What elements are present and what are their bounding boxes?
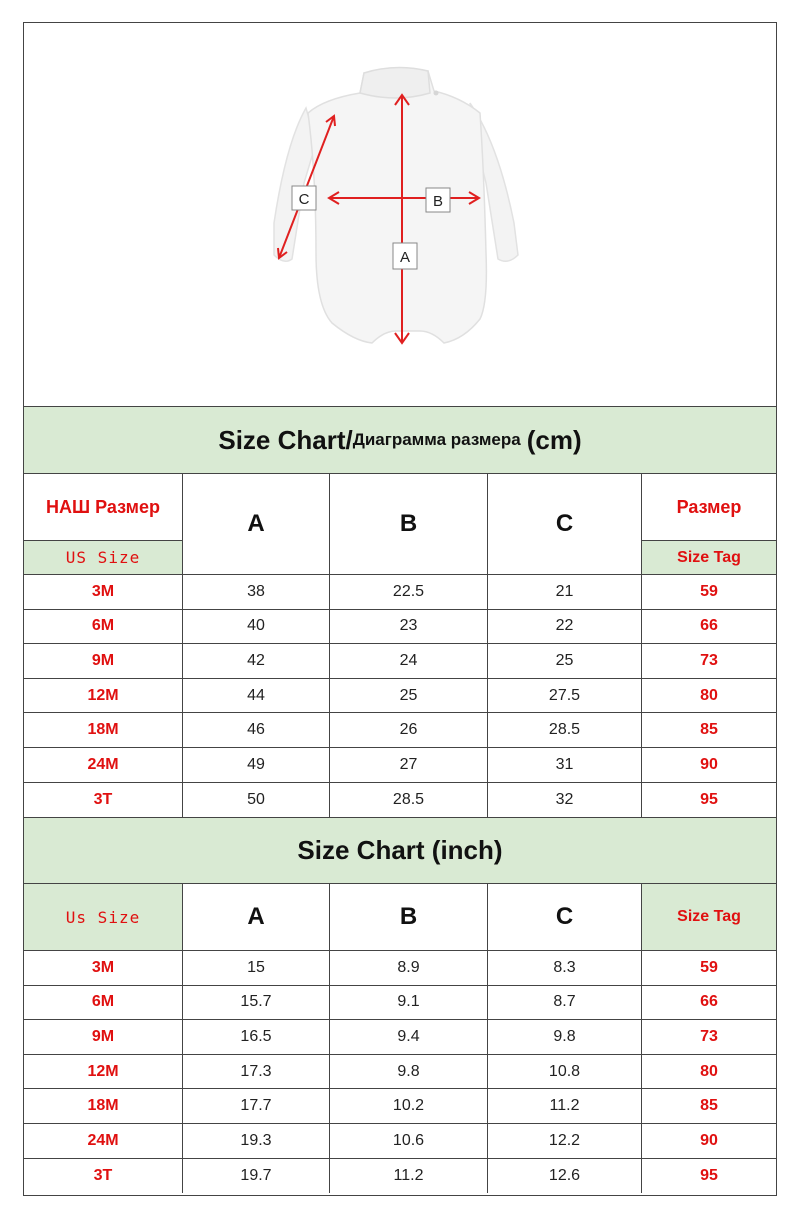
a-cell: 46	[183, 713, 330, 747]
b-cell: 9.1	[330, 986, 488, 1020]
cm-title-ru: Диаграмма размера	[352, 430, 521, 449]
b-cell: 10.6	[330, 1124, 488, 1158]
c-cell: 21	[488, 575, 642, 609]
c-cell: 8.7	[488, 986, 642, 1020]
table-row	[24, 748, 776, 783]
size-cell: 24M	[24, 1124, 183, 1158]
b-cell: 28.5	[330, 783, 488, 818]
c-cell: 28.5	[488, 713, 642, 747]
c-cell: 12.2	[488, 1124, 642, 1158]
a-cell: 38	[183, 575, 330, 609]
a-cell: 42	[183, 644, 330, 678]
size-cell: 24M	[24, 748, 183, 782]
size-cell: 6M	[24, 986, 183, 1020]
size-cell: 9M	[24, 1020, 183, 1054]
cm-header-razmer: Размер	[642, 474, 776, 541]
a-cell: 17.7	[183, 1089, 330, 1123]
a-cell: 16.5	[183, 1020, 330, 1054]
a-cell: 40	[183, 610, 330, 644]
size-tag-cell: 90	[700, 755, 718, 773]
size-tag-cell: 73	[700, 1027, 718, 1045]
a-cell: 49	[183, 748, 330, 782]
b-cell: 24	[330, 644, 488, 678]
b-cell: 9.8	[330, 1055, 488, 1089]
size-chart-frame	[23, 22, 777, 1196]
cm-chart-title	[24, 406, 776, 474]
size-tag-cell: 85	[700, 1097, 718, 1115]
cm-table-header	[24, 474, 776, 575]
table-row	[24, 951, 776, 986]
b-cell: 8.9	[330, 951, 488, 985]
b-cell: 11.2	[330, 1159, 488, 1194]
size-cell: 3T	[24, 1159, 183, 1194]
c-cell: 10.8	[488, 1055, 642, 1089]
table-row	[24, 713, 776, 748]
b-cell: 9.4	[330, 1020, 488, 1054]
table-row	[24, 679, 776, 714]
b-cell: 26	[330, 713, 488, 747]
garment-diagram	[24, 23, 776, 406]
c-cell: 8.3	[488, 951, 642, 985]
a-cell: 50	[183, 783, 330, 818]
snap-button	[434, 91, 439, 96]
size-cell: 6M	[24, 610, 183, 644]
b-cell: 27	[330, 748, 488, 782]
size-cell: 3M	[24, 575, 183, 609]
inch-header-c: C	[488, 884, 642, 951]
a-cell: 19.3	[183, 1124, 330, 1158]
c-cell: 31	[488, 748, 642, 782]
size-tag-cell: 80	[700, 686, 718, 704]
c-cell: 9.8	[488, 1020, 642, 1054]
turtleneck-collar	[360, 67, 430, 98]
cm-header-c: C	[488, 474, 642, 575]
c-cell: 25	[488, 644, 642, 678]
c-cell: 32	[488, 783, 642, 818]
size-cell: 3M	[24, 951, 183, 985]
inch-header-size-tag: Size Tag	[642, 884, 776, 951]
a-cell: 15.7	[183, 986, 330, 1020]
b-cell: 23	[330, 610, 488, 644]
bodysuit-illustration	[24, 23, 776, 406]
inch-chart-title: Size Chart (inch)	[24, 817, 776, 884]
table-row	[24, 644, 776, 679]
size-cell: 12M	[24, 1055, 183, 1089]
cm-header-our-size: НАШ Размер	[24, 474, 183, 541]
table-row	[24, 1020, 776, 1055]
size-tag-cell: 59	[700, 958, 718, 976]
size-tag-cell: 73	[700, 651, 718, 669]
c-cell: 11.2	[488, 1089, 642, 1123]
size-cell: 12M	[24, 679, 183, 713]
table-row	[24, 575, 776, 610]
a-cell: 19.7	[183, 1159, 330, 1194]
cm-header-a: A	[183, 474, 330, 575]
size-cell: 9M	[24, 644, 183, 678]
cm-title-unit: (cm)	[526, 424, 582, 455]
label-a: A	[399, 249, 411, 266]
cm-header-b: B	[330, 474, 488, 575]
size-cell: 3T	[24, 783, 183, 818]
c-cell: 22	[488, 610, 642, 644]
cm-title-main: Size Chart/	[218, 424, 353, 455]
cm-header-us-size: US Size	[24, 541, 183, 575]
table-row	[24, 1089, 776, 1124]
size-tag-cell: 59	[700, 582, 718, 600]
size-tag-cell: 80	[700, 1062, 718, 1080]
c-cell: 27.5	[488, 679, 642, 713]
label-b: B	[432, 193, 444, 210]
cm-header-size-tag: Size Tag	[642, 541, 776, 575]
a-cell: 15	[183, 951, 330, 985]
table-row	[24, 610, 776, 645]
b-cell: 22.5	[330, 575, 488, 609]
inch-header-us-size: Us Size	[24, 884, 183, 951]
table-row	[24, 1055, 776, 1090]
a-cell: 44	[183, 679, 330, 713]
inch-header-a: A	[183, 884, 330, 951]
b-cell: 25	[330, 679, 488, 713]
a-cell: 17.3	[183, 1055, 330, 1089]
b-cell: 10.2	[330, 1089, 488, 1123]
table-row	[24, 783, 776, 818]
table-row	[24, 986, 776, 1021]
size-cell: 18M	[24, 713, 183, 747]
size-cell: 18M	[24, 1089, 183, 1123]
inch-table-header	[24, 884, 776, 951]
size-tag-cell: 90	[700, 1131, 718, 1149]
size-tag-cell: 85	[700, 721, 718, 739]
size-tag-cell: 95	[700, 790, 718, 808]
label-c: C	[298, 191, 310, 208]
size-tag-cell: 95	[700, 1166, 718, 1184]
table-row	[24, 1159, 776, 1194]
c-cell: 12.6	[488, 1159, 642, 1194]
inch-header-b: B	[330, 884, 488, 951]
size-tag-cell: 66	[700, 993, 718, 1011]
table-row	[24, 1124, 776, 1159]
size-tag-cell: 66	[700, 617, 718, 635]
bodysuit-body	[308, 71, 486, 343]
